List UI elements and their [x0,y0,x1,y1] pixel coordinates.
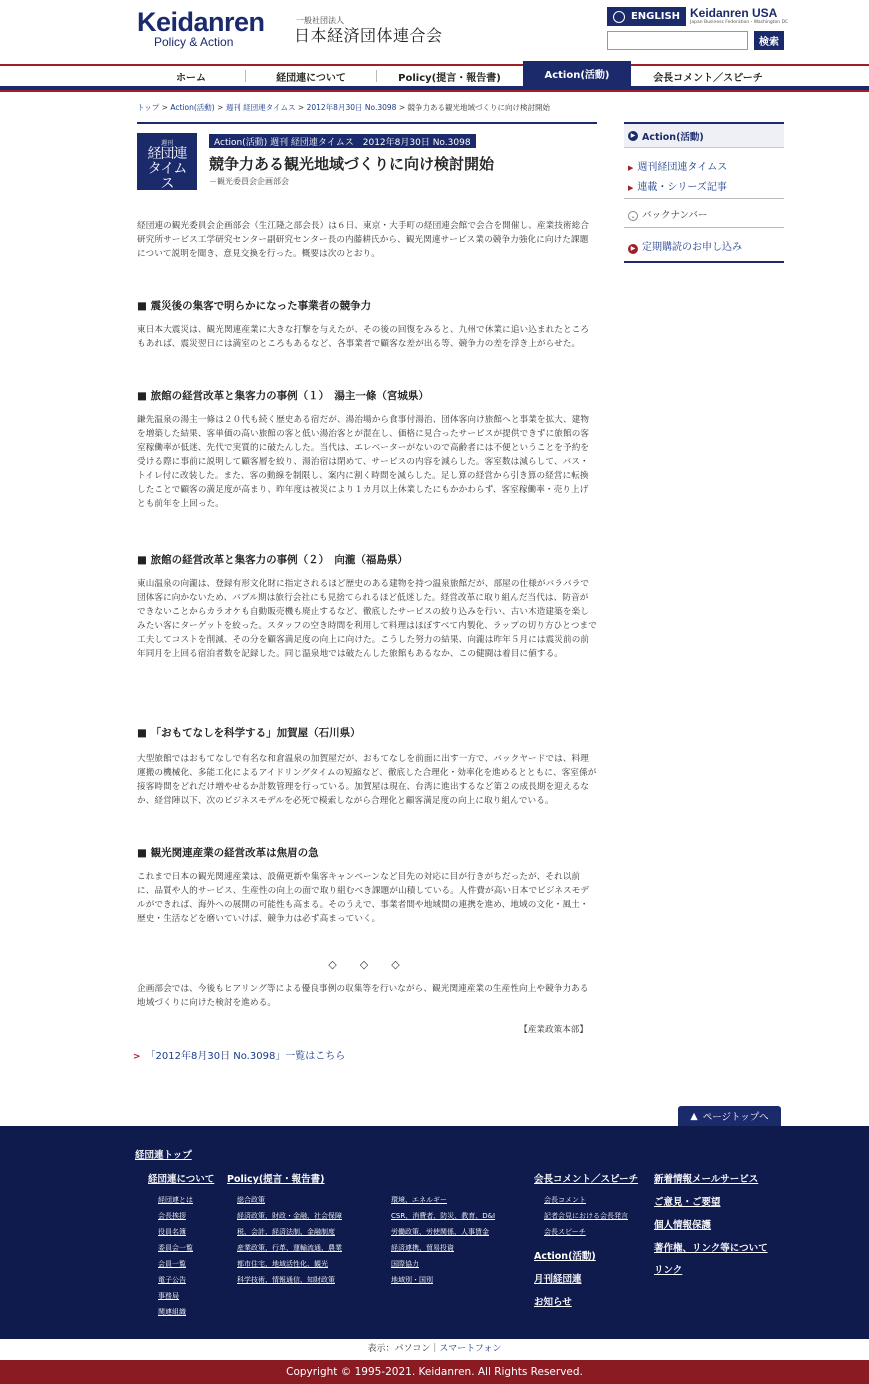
article-subtitle: －観光委員会企画部会 [209,177,289,186]
logo-jp[interactable]: 日本経済団体連合会 [294,26,443,45]
footer-policy-item[interactable]: 経済連携、貿易投資 [391,1244,454,1252]
nav-bottom-rule [0,90,869,92]
issue-list-link[interactable] [133,1047,345,1062]
footer-policy-link[interactable]: Policy(提言・報告書) [227,1174,325,1185]
arrow-circle-icon: ▶ [628,131,638,141]
footer-policy-item[interactable]: 国際協力 [391,1260,419,1268]
triangle-right-icon: ▶ [628,164,634,172]
footer-policy-item[interactable]: 環境、エネルギー [391,1196,447,1204]
breadcrumb-issue[interactable]: 2012年8月30日 No.3098 [306,103,397,112]
nav-comment[interactable]: 会長コメント／スピーチ [653,72,763,84]
triangle-up-icon: ▲ [690,1110,698,1122]
page-top-label: ページトップへ [702,1112,769,1123]
footer-mail-service[interactable]: 新着情報メールサービス [654,1174,759,1185]
footer-policy-item[interactable]: 産業政策、行革、運輸流通、農業 [237,1244,342,1252]
footer-about-item[interactable]: 役員名簿 [158,1228,186,1236]
sidebar-bottom-rule [624,261,784,263]
back-number-label: バックナンバー [642,210,708,221]
nav-policy[interactable]: Policy(提言・報告書) [398,72,501,84]
sidebar-heading[interactable] [624,124,784,148]
display-mode-label: 表示：パソコン｜ [367,1344,440,1354]
page-top-button[interactable] [678,1106,781,1126]
footer-about-link[interactable]: 経団連について [148,1174,215,1185]
footer-policy-item[interactable]: 経済政策、財政・金融、社会保障 [237,1212,342,1220]
footer-about-item[interactable]: 事務局 [158,1292,179,1300]
smartphone-link[interactable]: スマートフォン [439,1344,502,1354]
section-heading: ■ 旅館の経営改革と集客力の事例（１） 湯主一條（宮城県） [137,390,429,402]
breadcrumb-sep: > [297,103,305,112]
footer-about-item[interactable]: 会員一覧 [158,1260,186,1268]
times-logo-weekly: 週刊 [160,140,173,147]
sidebar-item-times[interactable] [628,158,727,173]
keidanren-times-logo [137,133,197,199]
site-footer [0,1126,869,1339]
footer-about-item[interactable]: 関連組織 [158,1308,186,1316]
footer-policy-item[interactable]: 総合政策 [237,1196,265,1204]
footer-policy-item[interactable]: 都市住宅、地域活性化、観光 [237,1260,328,1268]
breadcrumb-top[interactable]: トップ [137,103,160,112]
sidebar-divider [624,227,784,228]
footer-about-item[interactable]: 会長挨拶 [158,1212,186,1220]
footer-policy-item[interactable]: CSR、消費者、防災、教育、D&I [391,1212,496,1220]
global-nav [0,66,869,86]
footer-comment-link[interactable]: 会長コメント／スピーチ [534,1174,639,1185]
subscribe-label[interactable]: 定期購読のお申し込み [642,242,742,253]
article-category-tag: Action(活動) 週刊 経団連タイムス 2012年8月30日 No.3098 [209,134,476,148]
footer-comment-item[interactable]: 会長スピーチ [544,1228,586,1236]
arrow-circle-icon: ▶ [628,244,638,254]
footer-news-link[interactable]: お知らせ [534,1297,572,1308]
sidebar-item-label[interactable]: 週刊経団連タイムス [637,162,728,173]
keidanren-usa-sub: Japan Business Federation・Washington DC [690,20,789,25]
section-body: 東日本大震災は、観光関連産業に大きな打撃を与えたが、その後の回復をみると、九州で休業に追い込まれたところもあれば、震災翌日には満室のところもあるなど、各事業者で顧客な差が出る等、競争力の差を浮き上がらせた。 [137,325,590,349]
section-body: 鎌先温泉の湯主一條は２０代も続く歴史ある宿だが、湯治場から食事付湯治、団体客向け旅館へと事業を拡大、建物を増築した結果、客単価の高い旅館の客と低い湯治客とが混在し、価格に見合ったサービスが提供できずに旅館の客室稼働率が低迷、先代で実質的に破たんした。当代は、エレベーターがないので高齢者には不便ということを予約を受ける際に事前に説明して顧客層を絞り、湯治宿は閉めて、サービスの内容を減らした。客室数は減らして、バス・トイレ付に改装した。また、客の動線を制限し、案内に割く時間を減らした。足し算の経営から引き算の経営に転換したことで顧客の満足度が高まり、昨年度は被災により１カ月以上休業したにもかかわらず、客室稼働率・売り上げとも前年を上回った。 [137,415,590,509]
sidebar-subscribe[interactable] [628,238,742,254]
sidebar-back-number[interactable] [628,207,707,221]
footer-privacy[interactable]: 個人情報保護 [654,1220,712,1231]
footer-monthly-link[interactable]: 月刊経団連 [534,1274,582,1285]
footer-about-item[interactable]: 経団連とは [158,1196,193,1204]
footer-comment-item[interactable]: 記者会見における会長発言 [544,1212,628,1220]
footer-policy-item[interactable]: 税、会計、経済法制、金融制度 [237,1228,335,1236]
footer-policy-item[interactable]: 労働政策、労使関係、人事賃金 [391,1228,489,1236]
nav-about[interactable]: 経団連について [276,72,346,84]
sidebar-item-label[interactable]: 連載・シリーズ記事 [637,182,727,193]
english-label: ENGLISH [630,11,681,22]
footer-about-item[interactable]: 電子公告 [158,1276,186,1284]
breadcrumb-sep: > [217,103,224,112]
nav-home[interactable]: ホーム [176,72,206,84]
section-heading: ■ 旅館の経営改革と集客力の事例（２） 向瀧（福島県） [137,554,408,566]
times-logo-en: Policy & Action [150,193,184,199]
keidanren-usa-link[interactable]: Keidanren USA [690,6,778,20]
globe-icon [613,11,625,23]
footer-policy-item[interactable]: 地域別・国別 [391,1276,433,1284]
article-closing: 企画部会では、今後もヒアリング等による優良事例の収集等を行いながら、観光関連産業の生産性向上や競争力ある地域づくりに向けた検討を進める。 [137,984,589,1008]
footer-about-item[interactable]: 委員会一覧 [158,1244,193,1252]
breadcrumb-current: 競争力ある観光地域づくりに向け検討開始 [407,103,550,112]
article-intro: 経団連の観光委員会企画部会（生江隆之部会長）は６日、東京・大手町の経団連会館で会合を開催し、産業技術総合研究所サービス工学研究センター副研究センター長の内藤耕氏から、観光関連サービス業の競争力強化に向けた課題について説明を聞き、意見交換を行った。概要は次のとおり。 [137,221,590,259]
sidebar-heading-label: Action(活動) [642,131,704,143]
section-heading: ■ 観光関連産業の経営改革は焦眉の急 [137,847,319,859]
sidebar-divider [624,198,784,199]
section-divider: ◇ ◇ ◇ [328,958,406,971]
search-button[interactable]: 検索 [754,31,784,50]
footer-action-link[interactable]: Action(活動) [534,1251,596,1262]
sidebar-item-series[interactable] [628,178,727,193]
footer-top-link[interactable]: 経団連トップ [135,1150,192,1161]
search-input[interactable] [607,31,748,50]
article-top-rule [137,122,597,124]
triangle-right-icon: ▶ [628,184,634,192]
keidanren-logo[interactable]: Keidanren [137,7,265,37]
breadcrumb [137,102,550,113]
footer-copyright-link[interactable]: 著作権、リンク等について [654,1243,768,1254]
breadcrumb-sep: > [398,103,406,112]
section-heading: ■ 「おもてなしを科学する」加賀屋（石川県） [137,727,361,739]
english-button[interactable] [607,7,686,26]
chevron-right-icon: > [133,1052,141,1062]
chevron-down-icon: ⌄ [628,211,638,221]
article-title: 競争力ある観光地域づくりに向け検討開始 [209,155,495,173]
section-heading: ■ 震災後の集客で明らかになった事業者の競争力 [137,300,372,312]
breadcrumb-times[interactable]: 週刊 経団連タイムス [225,103,296,112]
logo-jp-prefix: 一般社団法人 [296,16,344,25]
footer-comment-item[interactable]: 会長コメント [544,1196,586,1204]
logo-subtitle: Policy & Action [154,35,234,49]
breadcrumb-sep: > [161,103,168,112]
footer-feedback[interactable]: ご意見・ご要望 [654,1197,721,1208]
copyright: Copyright © 1995-2021. Keidanren. All Rights Reserved. [0,1360,869,1384]
section-body: 東山温泉の向瀧は、登録有形文化財に指定されるほど歴史のある建物を持つ温泉旅館だが、部屋の仕様がバラバラで団体客に向かないため、バブル期は旅行会社にも見捨てられるほど低迷した。経営改革に取り組んだ当代は、防音ができないことからカラオケも自動販売機も廃止するなど、徹底したサービスの絞り込みを行い、古い木造建築を楽しみたい客にターゲットを絞った。スタッフの空き時間を利用して料理はほぼすべて内製化、ラップの切り方ひとつまで工夫してコストを削減、その分を顧客満足度の向上に向けた。こうした努力の結果、向瀧は昨年５月には震災前の前年同月を上回る宿泊者数を記録した。同じ温泉地では破たんした旅館もあるなか、この健闘は着目に値する。 [137,579,597,659]
section-body: これまで日本の観光関連産業は、設備更新や集客キャンペーンなど目先の対応に目が行きがちだったが、それ以前に、品質や人的サービス、生産性の向上の面で取り組むべき課題が山積している。人件費が高い日本でビジネスモデルができれば、海外への展開の可能性も高まる。そのうえで、事業者間や地域間の連携を進め、地域の文化・風土・歴史・生活などを磨いていけば、競争力は必ず高まっていく。 [137,872,590,924]
display-mode-bar [0,1339,869,1360]
section-body: 大型旅館ではおもてなしで有名な和倉温泉の加賀屋だが、おもてなしを前面に出す一方で、バックヤードでは、料理運搬の機械化、多能工化によるアイドリングタイムの短縮など、徹底した合理化・効率化を進めるとともに、客室係が接客時間をどれだけ増やせるか計数管理を行っている。加賀屋は現在、台湾に進出するなど第２の成長期を迎えるなか、経営陣以下、次のビジネスモデルを必死で模索しながら合理化と顧客満足度の向上に取り組んでいる。 [137,754,597,806]
footer-policy-item[interactable]: 科学技術、情報通信、知財政策 [237,1276,335,1284]
breadcrumb-action[interactable]: Action(活動) [170,103,215,112]
nav-action[interactable]: Action(活動) [523,61,631,86]
article-department: 【産業政策本部】 [519,1025,588,1035]
issue-list-link-text[interactable]: 「2012年8月30日 No.3098」一覧はこちら [145,1051,346,1062]
times-logo-title: 経団連タイムス [147,146,187,192]
footer-links[interactable]: リンク [654,1265,683,1276]
